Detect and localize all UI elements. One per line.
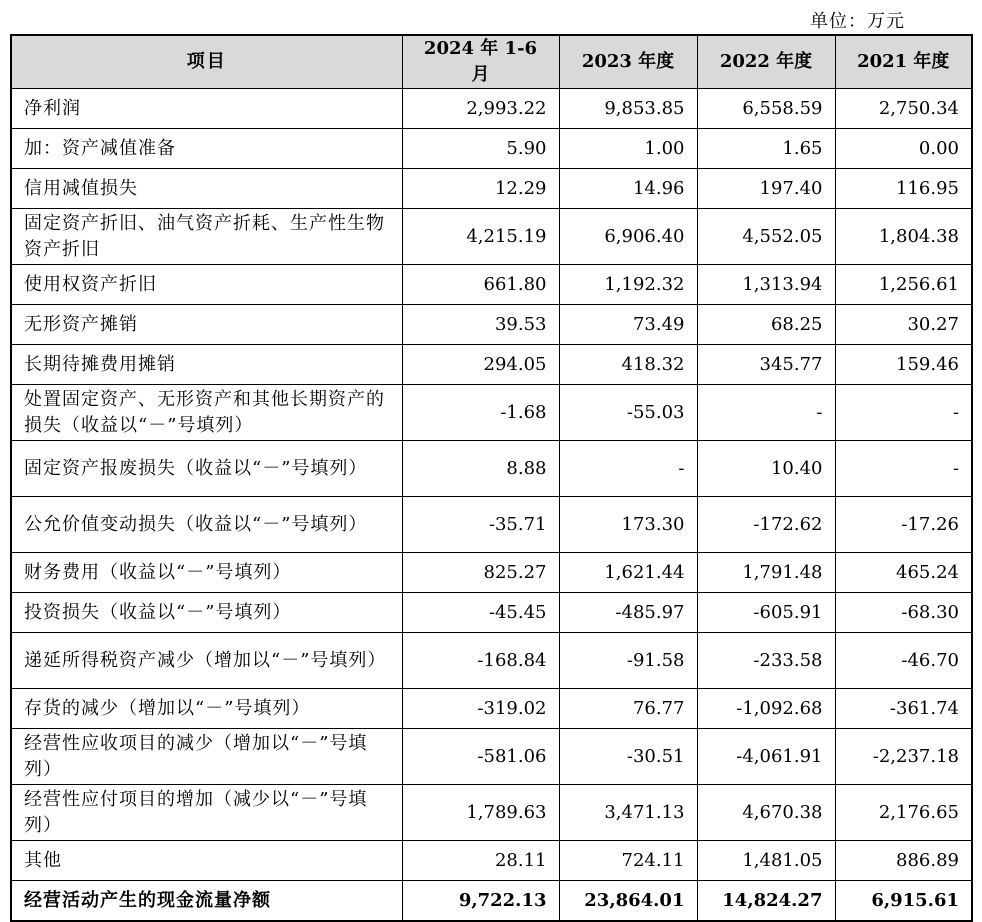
cell-2022: 4,552.05	[697, 209, 835, 265]
cell-2023: 3,471.13	[559, 785, 697, 841]
row-label: 固定资产报废损失（收益以“－”号填列）	[11, 441, 402, 497]
cell-2023: -91.58	[559, 633, 697, 689]
row-label: 财务费用（收益以“－”号填列）	[11, 553, 402, 593]
cell-2023: 14.96	[559, 169, 697, 209]
cell-2024h1: 294.05	[402, 345, 559, 385]
cell-2023: 1,192.32	[559, 265, 697, 305]
cell-2023: 73.49	[559, 305, 697, 345]
table-row	[11, 265, 972, 305]
cell-2023: 23,864.01	[559, 881, 697, 922]
table-row	[11, 553, 972, 593]
cell-2022: -	[697, 385, 835, 441]
cell-2024h1: -1.68	[402, 385, 559, 441]
cell-2021: -361.74	[835, 689, 972, 729]
cell-2022: -4,061.91	[697, 729, 835, 785]
row-label: 无形资产摊销	[11, 305, 402, 345]
header-2024h1: 2024 年 1-6 月	[402, 35, 559, 89]
cell-2022: -172.62	[697, 497, 835, 553]
cell-2022: 1.65	[697, 129, 835, 169]
table-row	[11, 89, 972, 129]
table-row	[11, 633, 972, 689]
cell-2023: -30.51	[559, 729, 697, 785]
cell-2021: -17.26	[835, 497, 972, 553]
cell-2023: 76.77	[559, 689, 697, 729]
cell-2024h1: 8.88	[402, 441, 559, 497]
cell-2023: -	[559, 441, 697, 497]
cell-2024h1: 2,993.22	[402, 89, 559, 129]
table-row	[11, 593, 972, 633]
cell-2023: 1.00	[559, 129, 697, 169]
cell-2021: 465.24	[835, 553, 972, 593]
cell-2024h1: -581.06	[402, 729, 559, 785]
cell-2021: -	[835, 441, 972, 497]
table-row	[11, 841, 972, 881]
cell-2024h1: 28.11	[402, 841, 559, 881]
cell-2021: 30.27	[835, 305, 972, 345]
row-label: 处置固定资产、无形资产和其他长期资产的损失（收益以“－”号填列）	[11, 385, 402, 441]
cell-2022: 345.77	[697, 345, 835, 385]
row-label: 加：资产减值准备	[11, 129, 402, 169]
row-label: 经营活动产生的现金流量净额	[11, 881, 402, 922]
cell-2022: -605.91	[697, 593, 835, 633]
table-row	[11, 169, 972, 209]
row-label: 存货的减少（增加以“－”号填列）	[11, 689, 402, 729]
row-label: 投资损失（收益以“－”号填列）	[11, 593, 402, 633]
cell-2021: -	[835, 385, 972, 441]
cell-2021: 886.89	[835, 841, 972, 881]
cell-2023: 724.11	[559, 841, 697, 881]
header-2023: 2023 年度	[559, 35, 697, 89]
table-row	[11, 441, 972, 497]
cell-2024h1: -168.84	[402, 633, 559, 689]
cell-2021: 116.95	[835, 169, 972, 209]
row-label: 公允价值变动损失（收益以“－”号填列）	[11, 497, 402, 553]
cell-2022: -1,092.68	[697, 689, 835, 729]
cash-flow-reconciliation-table	[10, 34, 973, 922]
cell-2022: 68.25	[697, 305, 835, 345]
table-header-row	[11, 35, 972, 89]
cell-2022: 6,558.59	[697, 89, 835, 129]
cell-2023: -485.97	[559, 593, 697, 633]
row-label: 长期待摊费用摊销	[11, 345, 402, 385]
cell-2021: -2,237.18	[835, 729, 972, 785]
cell-2024h1: 661.80	[402, 265, 559, 305]
header-2022: 2022 年度	[697, 35, 835, 89]
cell-2022: 1,791.48	[697, 553, 835, 593]
cell-2023: 173.30	[559, 497, 697, 553]
cell-2024h1: 825.27	[402, 553, 559, 593]
cell-2022: 14,824.27	[697, 881, 835, 922]
cell-2022: 10.40	[697, 441, 835, 497]
cell-2021: 2,750.34	[835, 89, 972, 129]
table-row	[11, 385, 972, 441]
cell-2023: -55.03	[559, 385, 697, 441]
cell-2021: -46.70	[835, 633, 972, 689]
cell-2022: 1,313.94	[697, 265, 835, 305]
cell-2024h1: 1,789.63	[402, 785, 559, 841]
cell-2024h1: 5.90	[402, 129, 559, 169]
row-label: 其他	[11, 841, 402, 881]
cell-2021: -68.30	[835, 593, 972, 633]
row-label: 信用减值损失	[11, 169, 402, 209]
cell-2022: -233.58	[697, 633, 835, 689]
table-row	[11, 785, 972, 841]
cell-2023: 9,853.85	[559, 89, 697, 129]
cell-2024h1: -35.71	[402, 497, 559, 553]
cell-2024h1: -45.45	[402, 593, 559, 633]
table-row	[11, 729, 972, 785]
table-row	[11, 689, 972, 729]
table-row	[11, 209, 972, 265]
cell-2024h1: 39.53	[402, 305, 559, 345]
table-row-total	[11, 881, 972, 922]
unit-note: 单位：万元	[810, 11, 905, 32]
row-label: 固定资产折旧、油气资产折耗、生产性生物资产折旧	[11, 209, 402, 265]
row-label: 经营性应收项目的减少（增加以“－”号填列）	[11, 729, 402, 785]
table-row	[11, 345, 972, 385]
row-label: 经营性应付项目的增加（减少以“－”号填列）	[11, 785, 402, 841]
table-row	[11, 129, 972, 169]
cell-2024h1: 9,722.13	[402, 881, 559, 922]
cell-2021: 1,804.38	[835, 209, 972, 265]
table-row	[11, 305, 972, 345]
header-2021: 2021 年度	[835, 35, 972, 89]
cell-2023: 6,906.40	[559, 209, 697, 265]
row-label: 使用权资产折旧	[11, 265, 402, 305]
cell-2021: 159.46	[835, 345, 972, 385]
cell-2023: 418.32	[559, 345, 697, 385]
cell-2024h1: 12.29	[402, 169, 559, 209]
row-label: 净利润	[11, 89, 402, 129]
row-label: 递延所得税资产减少（增加以“－”号填列）	[11, 633, 402, 689]
cell-2021: 0.00	[835, 129, 972, 169]
header-item: 项目	[11, 35, 402, 89]
cell-2022: 197.40	[697, 169, 835, 209]
cell-2024h1: -319.02	[402, 689, 559, 729]
cell-2024h1: 4,215.19	[402, 209, 559, 265]
cell-2021: 6,915.61	[835, 881, 972, 922]
cell-2023: 1,621.44	[559, 553, 697, 593]
cell-2021: 1,256.61	[835, 265, 972, 305]
cell-2022: 1,481.05	[697, 841, 835, 881]
table-row	[11, 497, 972, 553]
cell-2021: 2,176.65	[835, 785, 972, 841]
cell-2022: 4,670.38	[697, 785, 835, 841]
